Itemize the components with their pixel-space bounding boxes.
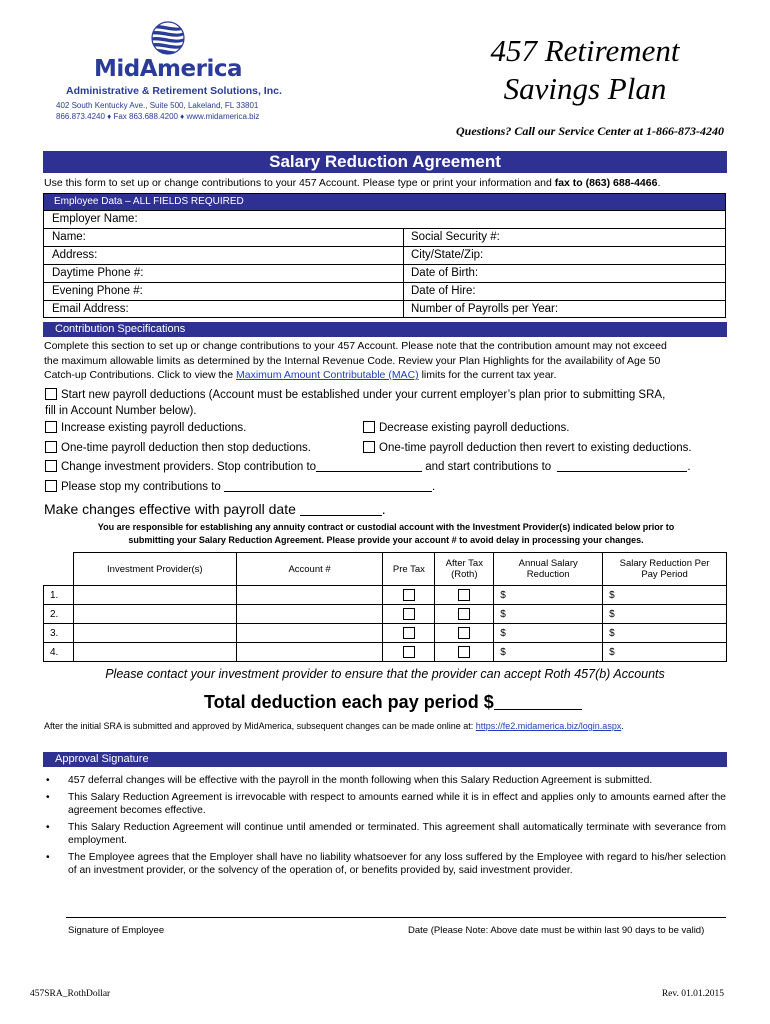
- option-decrease: Decrease existing payroll deductions.: [363, 420, 570, 436]
- list-item: • The Employee agrees that the Employer shall have no liability whatsoever for any loss suffered by the Employee with regard to his/her selection of an investment provider, or the solvency of the operation of, or benefits provided by, said investment provider.: [44, 851, 726, 878]
- row-number: 2.: [44, 605, 74, 624]
- company-address: 402 South Kentucky Ave., Suite 500, Lakeland, FL 33801: [56, 101, 259, 110]
- plan-title-line2: Savings Plan: [503, 71, 667, 106]
- signature-line[interactable]: [66, 917, 726, 918]
- col-header-aftertax: After Tax (Roth): [435, 553, 494, 586]
- payrolls-per-year-field[interactable]: Number of Payrolls per Year:: [411, 303, 559, 315]
- employee-column-divider: [403, 228, 404, 318]
- col-header-provider: Investment Provider(s): [73, 553, 236, 586]
- mac-limits-link[interactable]: Maximum Amount Contributable (MAC): [236, 369, 419, 381]
- option-onetime-revert: One-time payroll deduction then revert to existing deductions.: [363, 440, 692, 456]
- stop-contributions-checkbox[interactable]: [45, 480, 57, 492]
- pretax-checkbox[interactable]: [403, 608, 415, 620]
- responsible-note-line1: You are responsible for establishing any annuity contract or custodial account with the Investment Provider(s) indicated below prior to: [97, 522, 675, 532]
- email-field[interactable]: Email Address:: [52, 303, 129, 315]
- midamerica-logo-globe-icon: [146, 18, 190, 58]
- ssn-field[interactable]: Social Security #:: [411, 231, 500, 243]
- aftertax-cell: [435, 605, 494, 624]
- intro-text: Use this form to set up or change contributions to your 457 Account. Please type or print your information and fax to (863) 688-4466.: [44, 177, 661, 189]
- stop-contributions-provider-field[interactable]: [224, 480, 432, 492]
- company-logo-name: MidAmerica: [94, 56, 242, 82]
- pretax-cell: [383, 605, 435, 624]
- col-header-account: Account #: [236, 553, 383, 586]
- total-deduction-field[interactable]: [494, 694, 582, 710]
- row-number: 4.: [44, 643, 74, 662]
- table-row: [44, 605, 727, 624]
- option-stop-contributions: Please stop my contributions to .: [45, 479, 435, 495]
- name-field[interactable]: Name:: [52, 231, 86, 243]
- date-of-hire-field[interactable]: Date of Hire:: [411, 285, 476, 297]
- aftertax-cell: [435, 624, 494, 643]
- per-period-cell[interactable]: $: [603, 605, 727, 624]
- option-start-new: Start new payroll deductions (Account must be established under your current employer’s plan prior to submitting SRA,: [45, 387, 665, 403]
- online-login-link[interactable]: https://fe2.midamerica.biz/login.aspx: [475, 721, 622, 731]
- start-new-checkbox[interactable]: [45, 388, 57, 400]
- pretax-cell: [383, 586, 435, 605]
- aftertax-checkbox[interactable]: [458, 646, 470, 658]
- provider-cell[interactable]: [73, 643, 236, 662]
- contribution-section-header: Contribution Specifications: [43, 322, 727, 337]
- form-code: 457SRA_RothDollar: [30, 989, 111, 999]
- col-header-per-period: Salary Reduction Per Pay Period: [603, 553, 727, 586]
- approval-terms-list: [44, 774, 726, 881]
- aftertax-checkbox[interactable]: [458, 589, 470, 601]
- daytime-phone-field[interactable]: Daytime Phone #:: [52, 267, 144, 279]
- fax-number: fax to (863) 688-4466: [554, 177, 658, 189]
- account-cell[interactable]: [236, 624, 383, 643]
- city-state-zip-field[interactable]: City/State/Zip:: [411, 249, 484, 261]
- evening-phone-row: [44, 282, 725, 300]
- company-contact: 866.873.4240 ♦ Fax 863.688.4200 ♦ www.midamerica.biz: [56, 112, 260, 121]
- date-label: Date (Please Note: Above date must be within last 90 days to be valid): [408, 925, 705, 936]
- roth-note: Please contact your investment provider to ensure that the provider can accept Roth 457(b) Accounts: [105, 667, 665, 681]
- employee-data-header: Employee Data – ALL FIELDS REQUIRED: [44, 194, 725, 210]
- table-row: [44, 624, 727, 643]
- account-cell[interactable]: [236, 643, 383, 662]
- aftertax-cell: [435, 643, 494, 662]
- stop-provider-field[interactable]: [316, 460, 422, 472]
- pretax-checkbox[interactable]: [403, 627, 415, 639]
- form-title-banner: Salary Reduction Agreement: [43, 151, 727, 173]
- payroll-date-field[interactable]: [300, 502, 382, 516]
- date-of-birth-field[interactable]: Date of Birth:: [411, 267, 479, 279]
- annual-cell[interactable]: $: [494, 605, 603, 624]
- email-row: [44, 300, 725, 318]
- table-row: [44, 643, 727, 662]
- row-number: 3.: [44, 624, 74, 643]
- effective-date-line: Make changes effective with payroll date .: [44, 501, 386, 517]
- start-provider-field[interactable]: [557, 460, 687, 472]
- pretax-cell: [383, 624, 435, 643]
- investment-providers-table: [43, 552, 727, 662]
- annual-cell[interactable]: $: [494, 586, 603, 605]
- onetime-stop-checkbox[interactable]: [45, 441, 57, 453]
- provider-cell[interactable]: [73, 624, 236, 643]
- daytime-phone-row: [44, 264, 725, 282]
- address-field[interactable]: Address:: [52, 249, 98, 261]
- evening-phone-field[interactable]: Evening Phone #:: [52, 285, 143, 297]
- col-header-annual: Annual Salary Reduction: [494, 553, 603, 586]
- name-row: [44, 228, 725, 246]
- revision-date: Rev. 01.01.2015: [661, 989, 724, 999]
- signature-label: Signature of Employee: [68, 925, 165, 936]
- responsible-note-line2: submitting your Salary Reduction Agreement. Please provide your account # to avoid delay in processing your changes.: [128, 535, 644, 545]
- address-row: [44, 246, 725, 264]
- aftertax-checkbox[interactable]: [458, 627, 470, 639]
- per-period-cell[interactable]: $: [603, 643, 727, 662]
- aftertax-checkbox[interactable]: [458, 608, 470, 620]
- option-change-providers: Change investment providers. Stop contribution to and start contributions to .: [45, 459, 691, 475]
- decrease-checkbox[interactable]: [363, 421, 375, 433]
- contribution-instructions: Complete this section to set up or change contributions to your 457 Account. Please note that the contribution amount may not exceed the maximum allowable limits as determined by the Internal Revenue Code. Review your Plan Highlights for the availability of Age 50 Catch-up Contributions. Click to view the Maximum Amount Contributable (MAC) limits for the current tax year.: [44, 340, 667, 381]
- employee-data-section: [43, 193, 726, 318]
- per-period-cell[interactable]: $: [603, 624, 727, 643]
- employer-name-field[interactable]: [44, 210, 725, 228]
- account-cell[interactable]: [236, 605, 383, 624]
- option-increase: Increase existing payroll deductions.: [45, 420, 246, 436]
- provider-cell[interactable]: [73, 586, 236, 605]
- annual-cell[interactable]: $: [494, 643, 603, 662]
- provider-cell[interactable]: [73, 605, 236, 624]
- pretax-cell: [383, 643, 435, 662]
- pretax-checkbox[interactable]: [403, 589, 415, 601]
- row-number: 1.: [44, 586, 74, 605]
- change-providers-checkbox[interactable]: [45, 460, 57, 472]
- pretax-checkbox[interactable]: [403, 646, 415, 658]
- company-logo-subtitle: Administrative & Retirement Solutions, Inc.: [66, 85, 282, 97]
- annual-cell[interactable]: $: [494, 624, 603, 643]
- col-header-pretax: Pre Tax: [383, 553, 435, 586]
- list-item: • 457 deferral changes will be effective with the payroll in the month following when this Salary Reduction Agreement is submitted.: [44, 774, 726, 788]
- per-period-cell[interactable]: $: [603, 586, 727, 605]
- account-cell[interactable]: [236, 586, 383, 605]
- employer-name-label: Employer Name:: [52, 213, 138, 225]
- plan-title-line1: 457 Retirement: [490, 33, 680, 68]
- approval-section-header: Approval Signature: [43, 752, 727, 767]
- service-center-note: Questions? Call our Service Center at 1-866-873-4240: [455, 124, 724, 138]
- table-header-row: [44, 553, 727, 586]
- table-row: [44, 586, 727, 605]
- option-onetime-stop: One-time payroll deduction then stop deductions.: [45, 440, 311, 456]
- aftertax-cell: [435, 586, 494, 605]
- total-deduction-line: Total deduction each pay period $: [204, 692, 582, 713]
- list-item: • This Salary Reduction Agreement is irrevocable with respect to amounts earned while it is in effect and applies only to amounts earned after the agreement becomes effective.: [44, 791, 726, 818]
- plan-title: [440, 32, 730, 108]
- online-changes-note: After the initial SRA is submitted and approved by MidAmerica, subsequent changes can be made online at: https://fe2.midamerica.biz/login.aspx.: [44, 721, 624, 731]
- increase-checkbox[interactable]: [45, 421, 57, 433]
- option-start-new-cont: fill in Account Number below).: [45, 405, 197, 417]
- onetime-revert-checkbox[interactable]: [363, 441, 375, 453]
- list-item: • This Salary Reduction Agreement will continue until amended or terminated. This agreement shall automatically terminate with severance from employment.: [44, 821, 726, 848]
